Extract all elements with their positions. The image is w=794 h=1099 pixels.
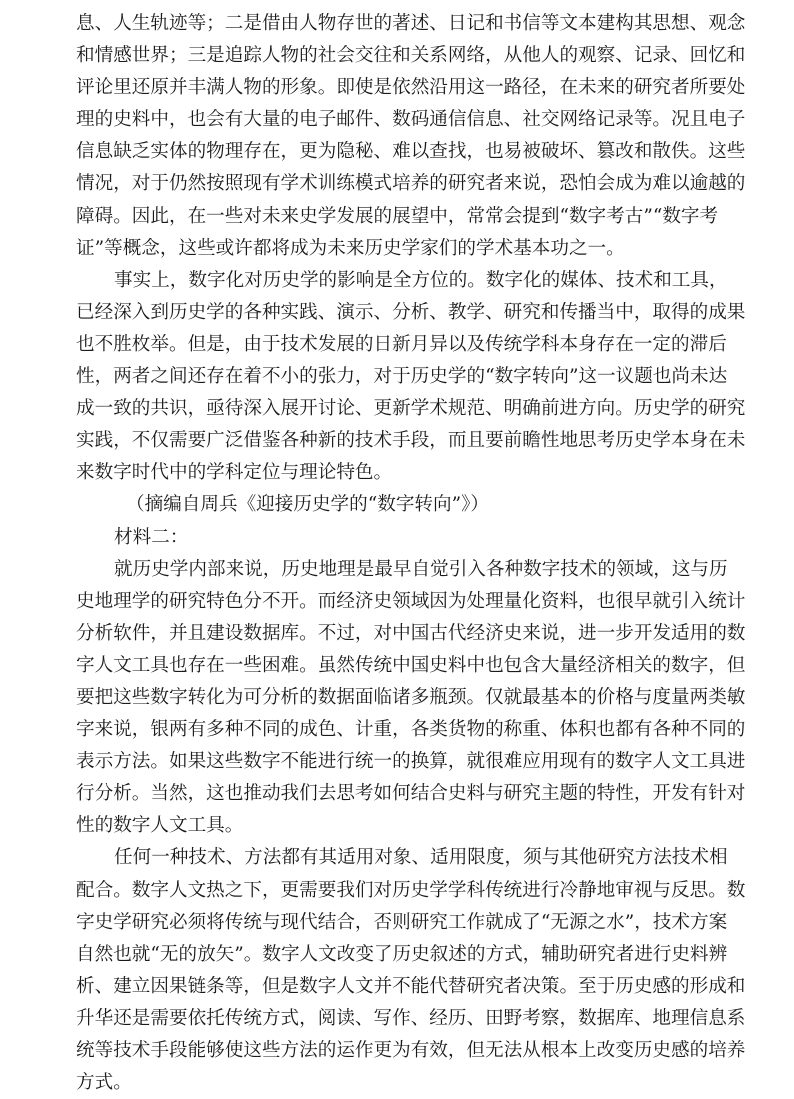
text-line: 分析软件，并且建设数据库。不过，对中国古代经济史来说，进一步开发适用的数: [76, 622, 746, 644]
text-line: 性，两者之间还存在着不小的张力，对于历史学的“数字转向”这一议题也尚未达: [76, 366, 728, 388]
text-line: 要把这些数字转化为可分析的数据面临诸多瓶颈。仅就最基本的价格与度量两类敏: [76, 686, 746, 708]
text-line: 情况，对于仍然按照现有学术训练模式培养的研究者来说，恐怕会成为难以逾越的: [76, 173, 746, 195]
text-line: 配合。数字人文热之下，更需要我们对历史学学科传统进行冷静地审视与反思。数: [76, 879, 746, 901]
text-line: 性的数字人文工具。: [76, 815, 244, 837]
paragraph-1: [76, 8, 746, 265]
text-line: 证”等概念，这些或许都将成为未来历史学家们的学术基本功之一。: [76, 237, 625, 259]
text-line: 成一致的共识，亟待深入展开讨论、更新学术规范、明确前进方向。历史学的研究: [76, 398, 746, 420]
document-page: [76, 8, 746, 1099]
text-line: 已经深入到历史学的各种实践、演示、分析、教学、研究和传播当中，取得的成果: [76, 301, 746, 323]
text-line: 就历史学内部来说，历史地理是最早自觉引入各种数字技术的领域，这与历: [114, 558, 728, 580]
paragraph-3: [76, 554, 746, 843]
text-line: 信息缺乏实体的物理存在，更为隐秘、难以查找，也易被破坏、篡改和散佚。这些: [76, 141, 746, 163]
text-line: 障碍。因此，在一些对未来史学发展的展望中，常常会提到“数字考古”“数字考: [76, 205, 719, 227]
text-line: 理的史料中，也会有大量的电子邮件、数码通信信息、社交网络记录等。况且电子: [76, 109, 746, 131]
text-line: 析、建立因果链条等，但是数字人文并不能代替研究者决策。至于历史感的形成和: [76, 975, 746, 997]
text-line: 息、人生轨迹等；二是借由人物存世的著述、日记和书信等文本建构其思想、观念: [76, 13, 746, 34]
text-line: 表示方法。如果这些数字不能进行统一的换算，就很难应用现有的数字人文工具进: [76, 751, 746, 773]
text-line: 评论里还原并丰满人物的形象。即使是依然沿用这一路径，在未来的研究者所要处: [76, 77, 746, 99]
text-line: 任何一种技术、方法都有其适用对象、适用限度，须与其他研究方法技术相: [114, 847, 728, 869]
source-citation: [76, 489, 732, 521]
text-line: 也不胜枚举。但是，由于技术发展的日新月异以及传统学科本身存在一定的滞后: [76, 333, 727, 355]
text-line: 史地理学的研究特色分不开。而经济史领域因为处理量化资料，也很早就引入统计: [76, 590, 746, 612]
text-line: 升华还是需要依托传统方式，阅读、写作、经历、田野考察，数据库、地理信息系: [76, 1007, 746, 1029]
text-line: 方式。: [76, 1072, 132, 1094]
text-line: 行分析。当然，这也推动我们去思考如何结合史料与研究主题的特性，开发有针对: [76, 783, 746, 805]
text-line: 字来说，银两有多种不同的成色、计重，各类货物的称重、体积也都有各种不同的: [76, 719, 746, 741]
text-line: 自然也就“无的放矢”。数字人文改变了历史叙述的方式，辅助研究者进行史料辨: [76, 943, 728, 965]
citation-line: （摘编自周兵《迎接历史学的“数字转向”》）: [126, 494, 489, 516]
text-line: 事实上，数字化对历史学的影响是全方位的。数字化的媒体、技术和工具，: [114, 269, 728, 291]
text-line: 字史学研究必须将传统与现代结合，否则研究工作就成了“无源之水”，技术方案: [76, 911, 728, 933]
heading-line: 材料二：: [114, 526, 189, 548]
text-line: 来数字时代中的学科定位与理论特色。: [76, 462, 393, 484]
paragraph-2: [76, 265, 746, 490]
text-line: 和情感世界；三是追踪人物的社会交往和关系网络，从他人的观察、记录、回忆和: [76, 45, 746, 67]
text-line: 统等技术手段能够使这些方法的运作更为有效，但无法从根本上改变历史感的培养: [76, 1040, 746, 1061]
material-two-heading: [76, 522, 732, 554]
text-line: 字人文工具也存在一些困难。虽然传统中国史料中也包含大量经济相关的数字，但: [76, 654, 746, 676]
paragraph-4: [76, 842, 746, 1099]
text-line: 实践，不仅需要广泛借鉴各种新的技术手段，而且要前瞻性地思考历史学本身在未: [76, 430, 746, 452]
